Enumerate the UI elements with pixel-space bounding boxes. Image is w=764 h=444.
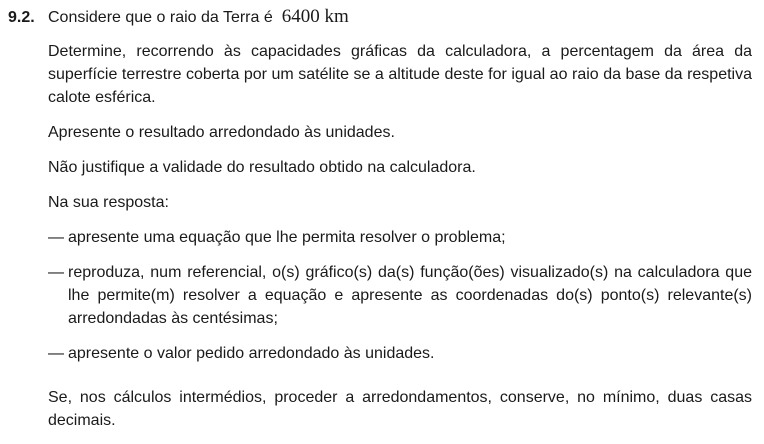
answer-intro: Na sua resposta: bbox=[48, 194, 169, 211]
bullet-dash: — bbox=[48, 345, 64, 362]
earth-radius-value: 6400 km bbox=[281, 6, 349, 27]
rounding-instruction: Apresente o resultado arredondado às unidades. bbox=[48, 124, 395, 141]
item-number: 9.2. bbox=[8, 9, 35, 26]
bullet-item bbox=[48, 226, 752, 249]
item-header bbox=[8, 6, 349, 30]
item-body bbox=[48, 40, 752, 444]
bullet-item bbox=[48, 342, 752, 365]
closing-paragraph: Se, nos cálculos intermédios, proceder a arredondamentos, conserve, no mínimo, duas casas decimais. bbox=[48, 389, 752, 429]
bullet-text: apresente uma equação que lhe permita resolver o problema; bbox=[68, 229, 506, 246]
bullet-text: apresente o valor pedido arredondado às unidades. bbox=[68, 345, 435, 362]
bullet-dash: — bbox=[48, 229, 64, 246]
bullet-item bbox=[48, 261, 752, 330]
item-intro-text: Considere que o raio da Terra é bbox=[48, 9, 273, 26]
no-justification-instruction: Não justifique a validade do resultado obtido na calculadora. bbox=[48, 159, 476, 176]
bullet-text: reproduza, num referencial, o(s) gráfico(s) da(s) função(ões) visualizado(s) na calculadora que lhe permite(m) resolver a equação e apresente as coordenadas do(s) ponto(s) relevante(s) arredondadas às centésimas; bbox=[68, 264, 752, 327]
bullet-dash: — bbox=[48, 264, 64, 281]
task-paragraph: Determine, recorrendo às capacidades gráficas da calculadora, a percentagem da área da superfície terrestre coberta por um satélite se a altitude deste for igual ao raio da base da respetiva calote esférica. bbox=[48, 43, 752, 106]
